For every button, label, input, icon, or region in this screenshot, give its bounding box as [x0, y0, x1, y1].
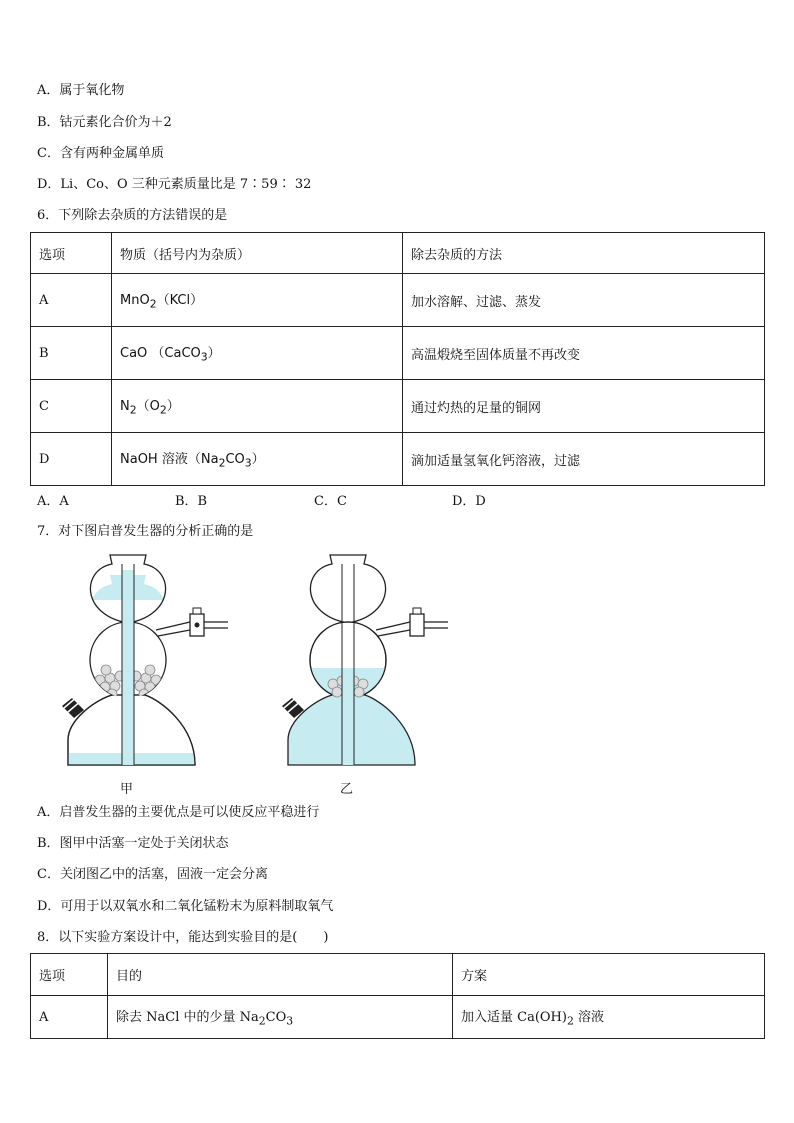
row-purpose: 除去 NaCl 中的少量 $Na_2CO_3$: [108, 996, 453, 1039]
row-option: D: [31, 433, 112, 486]
q8-table: [30, 953, 765, 1039]
formula-main: CaO: [120, 346, 148, 362]
q6-stem: 6．下列除去杂质的方法错误的是: [37, 208, 228, 223]
header-purpose: 目的: [108, 954, 453, 996]
apparatus-yi: [282, 555, 448, 765]
row-method: 滴加适量氢氧化钙溶液，过滤: [403, 433, 765, 486]
q7-option-a: A．启普发生器的主要优点是可以使反应平稳进行: [37, 805, 320, 820]
header-option: 选项: [31, 954, 108, 996]
q6-answer-d: D．D: [452, 494, 486, 509]
q7-option-b: B．图甲中活塞一定处于关闭状态: [37, 836, 229, 851]
formula-impurity: CaCO: [164, 346, 201, 362]
table-row: [31, 433, 765, 486]
header-plan: 方案: [453, 954, 765, 996]
q5-option-d: D．Li、Co、O 三种元素质量比是 7∶59∶ 32: [37, 177, 312, 192]
q7-option-d: D．可用于以双氧水和二氧化锰粉末为原料制取氧气: [37, 899, 334, 914]
q7-option-c: C．关闭图乙中的活塞，固液一定会分离: [37, 867, 268, 882]
q5-option-c: C．含有两种金属单质: [37, 146, 164, 161]
q6-answer-a: A．A: [37, 494, 69, 509]
row-option: A: [31, 996, 108, 1039]
row-option: B: [31, 327, 112, 380]
q5-option-a: A．属于氧化物: [37, 83, 125, 98]
table-row: [31, 327, 765, 380]
row-substance: CaO （CaCO$_3$）: [112, 327, 403, 380]
apparatus-jia: [50, 555, 250, 768]
q7-stem: 7．对下图启普发生器的分析正确的是: [37, 524, 254, 539]
kipp-generator-diagram: [50, 550, 470, 800]
row-substance: MnO$_2$（KCl）: [112, 274, 403, 327]
header-option: 选项: [31, 233, 112, 274]
row-substance: $N_2(O_2)$: [112, 380, 403, 433]
formula-impurity: KCl: [169, 293, 191, 309]
q6-answer-b: B．B: [175, 494, 208, 509]
header-substance: 物质（括号内为杂质）: [112, 233, 403, 274]
row-option: A: [31, 274, 112, 327]
row-method: 加水溶解、过滤、蒸发: [403, 274, 765, 327]
row-substance: NaOH 溶液$(Na_2CO_3)$: [112, 433, 403, 486]
caption-jia: 甲: [120, 782, 134, 797]
table-row: [31, 996, 765, 1039]
row-plan: 加入适量 $Ca(OH)_2$ 溶液: [453, 996, 765, 1039]
q5-option-b: B．钴元素化合价为＋2: [37, 115, 172, 130]
table-row: [31, 380, 765, 433]
formula-main: MnO: [120, 293, 150, 309]
formula-impurity: O: [149, 399, 160, 415]
q6-answer-c: C．C: [314, 494, 347, 509]
q8-stem: 8．以下实验方案设计中，能达到实验目的是( ): [37, 930, 329, 945]
formula-main: NaOH 溶液: [120, 452, 188, 468]
row-method: 高温煅烧至固体质量不再改变: [403, 327, 765, 380]
caption-yi: 乙: [340, 782, 354, 797]
table-header-row: [31, 954, 765, 996]
row-method: 通过灼热的足量的铜网: [403, 380, 765, 433]
row-option: C: [31, 380, 112, 433]
formula-impurity: Na: [200, 452, 219, 468]
kipp-generator-figure: [50, 550, 470, 800]
q6-table: [30, 232, 765, 486]
table-header-row: [31, 233, 765, 274]
q6-answers: [37, 493, 737, 511]
table-row: [31, 274, 765, 327]
header-method: 除去杂质的方法: [403, 233, 765, 274]
formula-main: N: [120, 399, 130, 415]
